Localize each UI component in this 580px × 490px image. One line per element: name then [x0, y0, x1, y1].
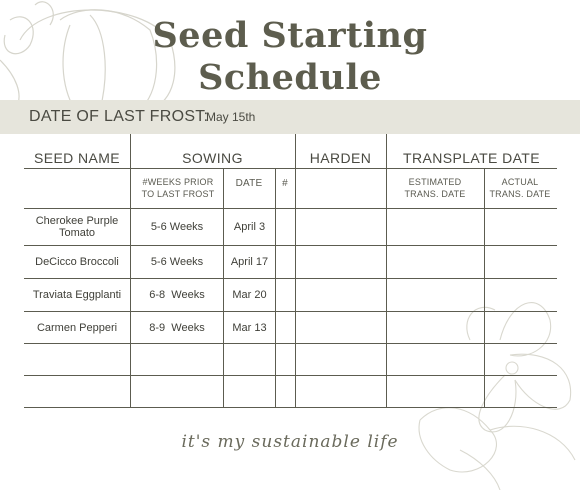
header-sowing: SOWING [182, 150, 243, 166]
table-rule [24, 407, 557, 408]
table-rule [24, 168, 557, 169]
weeks-cell[interactable]: 6-8 Weeks [149, 289, 205, 301]
seed-name-cell[interactable] [24, 376, 130, 407]
last-frost-bar [0, 100, 580, 134]
date-cell[interactable]: Mar 13 [232, 321, 267, 334]
seed-name-cell[interactable]: Traviata Eggplanti [32, 289, 122, 301]
date-cell[interactable]: April 17 [230, 256, 269, 268]
seed-name-cell[interactable] [24, 344, 130, 375]
date-cell[interactable]: Mar 20 [232, 289, 267, 301]
page-title-line2: Schedule [198, 57, 382, 98]
table-divider [484, 169, 485, 408]
table-divider [386, 134, 387, 408]
seed-name-cell[interactable]: Carmen Pepperi [36, 321, 118, 334]
table-divider [295, 134, 296, 408]
subheader-date: DATE [235, 178, 263, 189]
weeks-cell[interactable]: 5-6 Weeks [150, 256, 204, 268]
weeks-cell[interactable]: 5-6 Weeks [150, 221, 204, 233]
last-frost-label: DATE OF LAST FROST: [29, 108, 209, 125]
footer-brand: it's my sustainable life [181, 432, 399, 452]
seed-name-cell[interactable]: DeCicco Broccoli [35, 256, 119, 268]
seed-name-cell[interactable]: Cherokee Purple Tomato [35, 215, 119, 239]
last-frost-value[interactable]: May 15th [206, 110, 256, 124]
subheader-actual: ACTUAL TRANS. DATE [489, 177, 551, 199]
date-cell[interactable]: April 3 [233, 221, 266, 233]
subheader-hash: # [282, 178, 288, 189]
subheader-estimated: ESTIMATED TRANS. DATE [404, 177, 466, 199]
header-seed-name: SEED NAME [33, 150, 121, 166]
header-harden: HARDEN [309, 150, 372, 166]
weeks-cell[interactable]: 8-9 Weeks [149, 321, 205, 334]
table-divider [275, 169, 276, 408]
subheader-weeks-prior: #WEEKS PRIOR TO LAST FROST [141, 177, 215, 199]
header-transplate-date: TRANSPLATE DATE [403, 150, 540, 166]
page-title-line1: Seed Starting [152, 15, 428, 56]
